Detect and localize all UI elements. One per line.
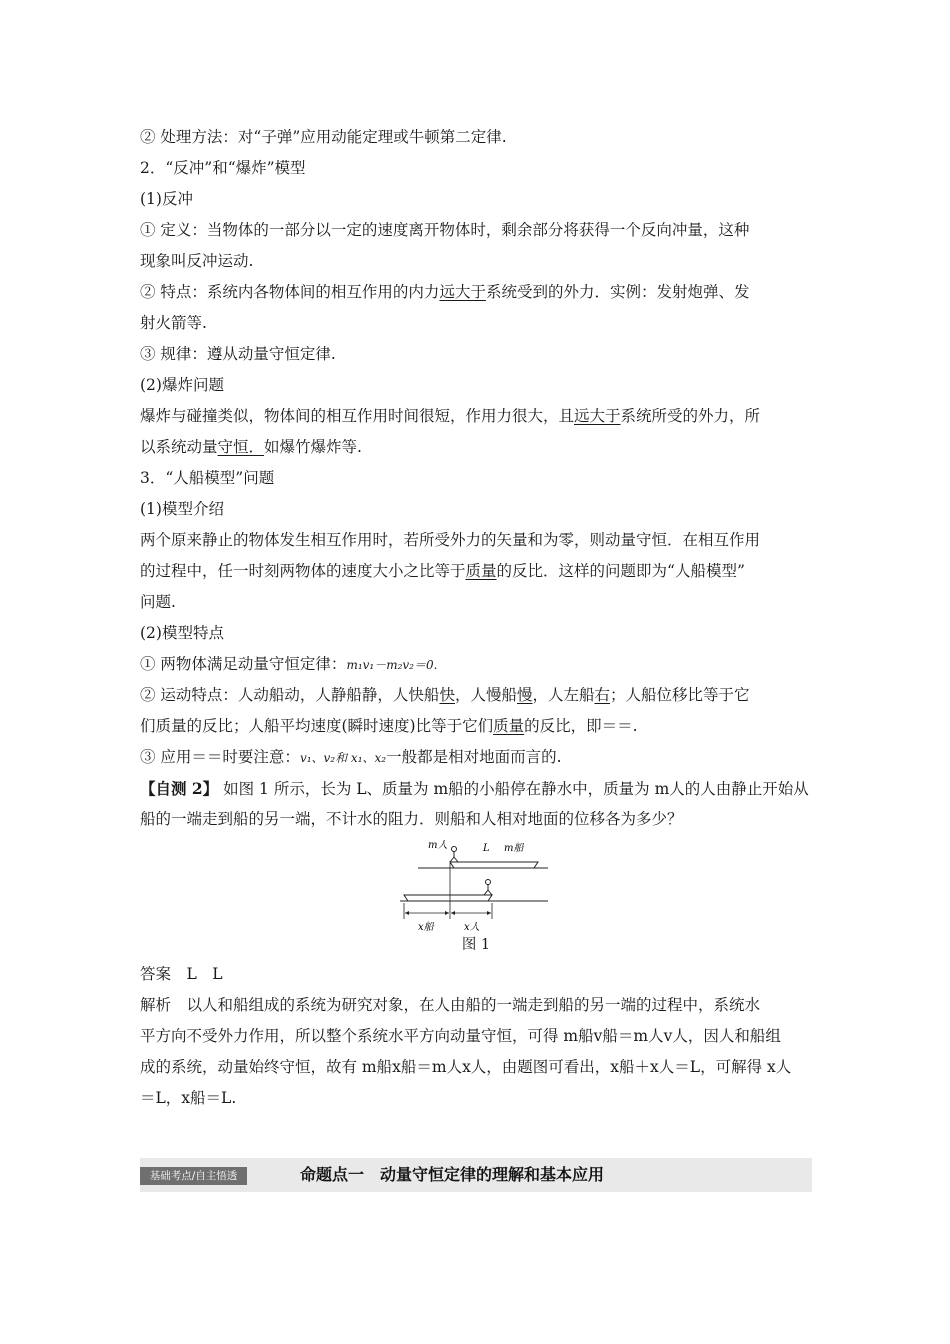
text-line: 解析 以人和船组成的系统为研究对象，在人由船的一端走到船的另一端的过程中，系统水 — [140, 996, 761, 1014]
text-line: 船的一端走到船的另一端，不计水的阻力．则船和人相对地面的位移各为多少？ — [140, 810, 683, 828]
fill-blank-answer: 质量 — [493, 717, 525, 735]
text-run: 系统所受的外力，所 — [620, 407, 761, 425]
text-line: 平方向不受外力作用，所以整个系统水平方向动量守恒，可得 m船v船＝m人v人，因人和船组 — [140, 1027, 781, 1045]
label-m-person: m人 — [428, 840, 448, 851]
text-line — [140, 432, 812, 463]
text-line: 两个原来静止的物体发生相互作用时，若所受外力的矢量和为零，则动量守恒．在相互作用 — [140, 531, 761, 549]
text-line: 射火箭等. — [140, 314, 207, 332]
text-line — [140, 401, 812, 432]
exercise-tag: 【自测 2】 — [140, 779, 219, 798]
text-run: 如爆竹爆炸等. — [264, 438, 362, 456]
fill-blank-answer: 慢 — [516, 686, 533, 704]
text-run: ② 特点：系统内各物体间的相互作用的内力 — [140, 283, 440, 301]
person-end-icon — [484, 880, 492, 896]
text-line: ② 处理方法：对“子弹”应用动能定理或牛顿第二定律. — [140, 128, 507, 146]
person-start-icon — [450, 847, 458, 863]
label-x-person: x人 — [464, 922, 480, 933]
fill-blank-answer: 质量 — [465, 562, 497, 580]
fill-blank-answer: 快 — [439, 686, 455, 704]
exercise-line — [140, 773, 812, 804]
fill-blank-answer: 守恒． — [217, 438, 265, 456]
label-x-boat: x船 — [418, 922, 434, 933]
text-run: 一般都是相对地面而言的. — [386, 748, 562, 766]
subsection-heading: (1)模型介绍 — [140, 500, 224, 518]
text-line — [140, 742, 812, 773]
text-line — [140, 680, 812, 711]
formula: v₁、v₂和 x₁、x₂ — [299, 751, 387, 765]
answer-line: 答案 L L — [140, 965, 223, 983]
text-line: 现象叫反冲运动. — [140, 252, 254, 270]
text-run: 以系统动量 — [140, 438, 218, 456]
text-run: 的反比，即＝＝. — [524, 717, 638, 735]
text-run: ，人左船 — [532, 686, 595, 704]
text-run: ① 两物体满足动量守恒定律： — [140, 655, 347, 673]
fill-blank-answer: 远大于 — [439, 283, 486, 301]
fill-blank-answer: 右 — [594, 686, 611, 704]
text-run: 爆炸与碰撞类似，物体间的相互作用时间很短，作用力很大，且 — [140, 407, 575, 425]
section-heading: 3．“人船模型”问题 — [140, 469, 275, 487]
text-line: ① 定义：当物体的一部分以一定的速度离开物体时，剩余部分将获得一个反向冲量，这种 — [140, 221, 750, 239]
text-line — [140, 649, 812, 680]
formula: m₁v₁－m₂v₂＝0. — [346, 658, 438, 672]
text-run: 系统受到的外力．实例：发射炮弹、发 — [485, 283, 750, 301]
document-body — [140, 122, 812, 1114]
label-length: L — [483, 843, 490, 854]
text-run: 的过程中，任一时刻两物体的速度大小之比等于 — [140, 562, 466, 580]
text-run: 如图 1 所示，长为 L、质量为 m船的小船停在静水中，质量为 m人的人由静止开始从 — [218, 780, 809, 798]
text-line: ③ 规律：遵从动量守恒定律. — [140, 345, 336, 363]
fill-blank-answer: 远大于 — [574, 407, 621, 425]
label-m-boat: m船 — [504, 843, 524, 854]
text-run: 们质量的反比；人船平均速度(瞬时速度)比等于它们 — [140, 717, 494, 735]
figure-person-boat — [140, 837, 812, 933]
subsection-heading: (1)反冲 — [140, 190, 193, 208]
banner-tag: 基础考点∕自主悟透 — [140, 1167, 247, 1185]
text-line: 成的系统，动量始终守恒，故有 m船x船＝m人x人，由题图可看出，x船＋x人＝L，可解得 x人 — [140, 1058, 792, 1076]
text-line: ＝L，x船＝L. — [140, 1089, 237, 1107]
text-line — [140, 277, 812, 308]
text-line — [140, 711, 812, 742]
person-boat-diagram — [398, 837, 558, 933]
text-run: 的反比．这样的问题即为“人船模型” — [496, 562, 745, 580]
text-run: ；人船位移比等于它 — [610, 686, 750, 704]
text-line — [140, 556, 812, 587]
figure-caption: 图 1 — [461, 937, 491, 953]
banner-title: 命题点一 动量守恒定律的理解和基本应用 — [300, 1165, 605, 1184]
text-run: ③ 应用＝＝时要注意： — [140, 748, 300, 766]
text-run: ② 运动特点：人动船动，人静船静，人快船 — [140, 686, 440, 704]
section-banner — [140, 1158, 812, 1192]
subsection-heading: (2)模型特点 — [140, 624, 224, 642]
text-run: ，人慢船 — [454, 686, 517, 704]
subsection-heading: (2)爆炸问题 — [140, 376, 224, 394]
text-line: 问题. — [140, 593, 176, 611]
boat-end-shape — [404, 895, 492, 901]
boat-start-shape — [450, 862, 538, 868]
section-heading: 2．“反冲”和“爆炸”模型 — [140, 159, 306, 177]
